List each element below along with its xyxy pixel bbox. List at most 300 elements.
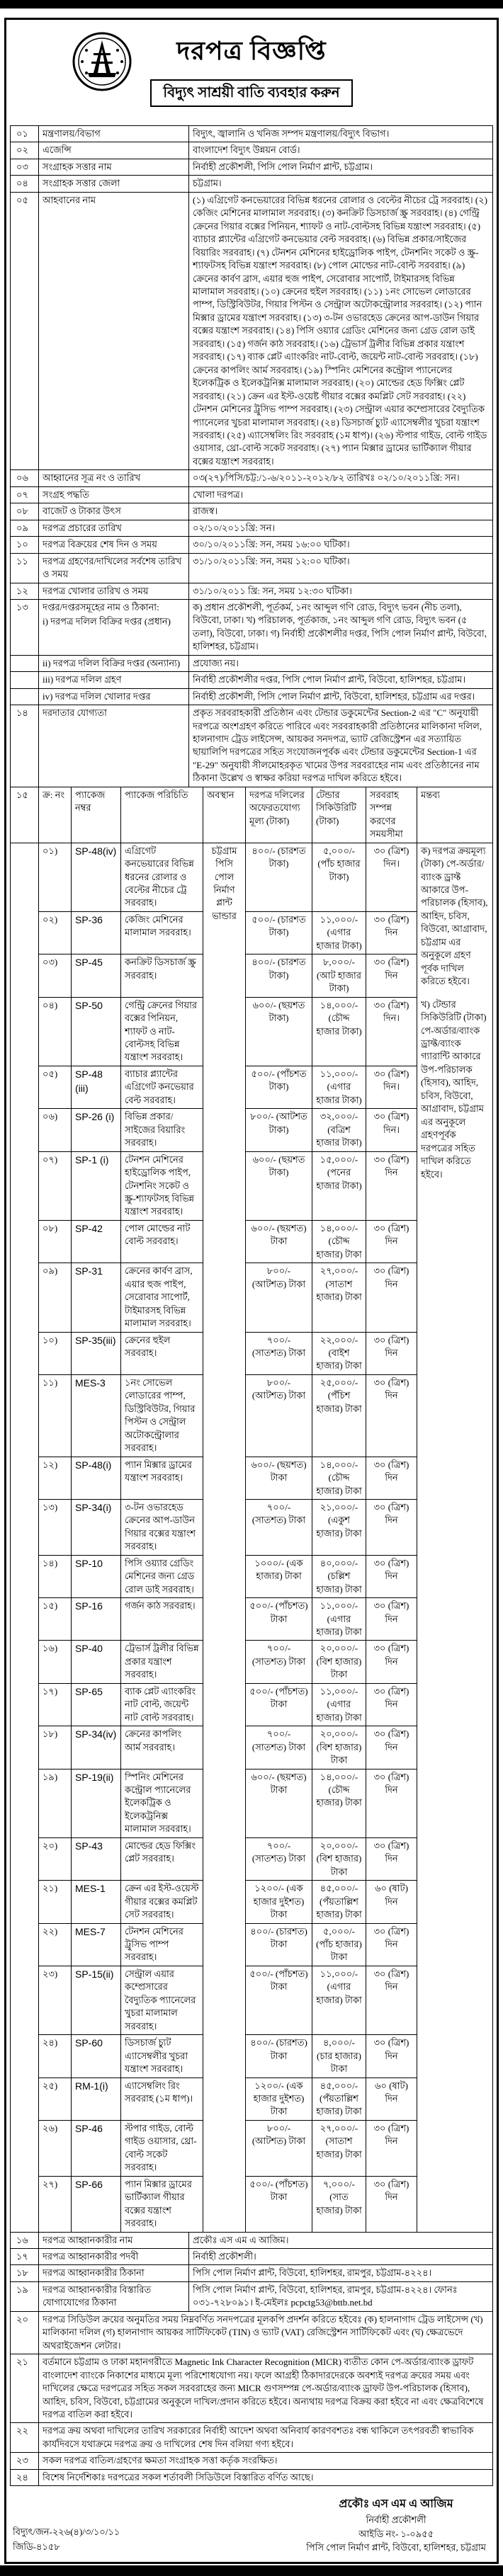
package-serial: ০৩): [39, 954, 72, 997]
info-row: [11, 142, 493, 159]
contact-row-value: পিসি পোল নির্মাণ প্লান্ট, বিউবো, হালিশহর, রামপুর, চট্টগ্রাম-৪২২৪।: [189, 2265, 493, 2281]
package-number: MES-3: [72, 1374, 121, 1457]
package-doc-price: ৪০০/- (চারশত) টাকা: [246, 1923, 312, 1966]
reference-numbers: [13, 2525, 120, 2555]
package-delivery-time: ৬০ (ষাট) দিন: [366, 2078, 417, 2120]
package-location: চট্টগ্রাম পিসি পোল নির্মাণ প্লান্ট ভান্ডার: [203, 843, 246, 2232]
memo-reference: বিদ্যুৎ/জন-২২৬(৪)/৩/১০/১১: [13, 2526, 120, 2538]
package-tender-security: ৫,০০০/- (পাঁচ হাজার টাকা): [312, 843, 366, 911]
package-serial: ১১): [39, 1374, 72, 1457]
package-description: ব্যাক প্লেট এ্যাংকরিং নাট বোল্ট, জয়েন্ট নাট বোল্ট সরবরাহ।: [121, 1683, 203, 1726]
package-serial: ১৩): [39, 1499, 72, 1555]
remarks-paragraph-a: ক) দরপত্র ক্রয়মূল্য (টাকা) পে-অর্ডার/ব্যাংক ড্রাফ্ট আকারে উপ-পরিচালক (হিসাব), আহিদ, চবিস, বিউবো, আগ্রাবাদ, চট্টগ্রাম এর অনুকূলে গ্রহণ পূর্বক দাখিল করিতে হইবে।: [421, 845, 488, 987]
info-row-value: ০২/১০/২০১১খ্রি: সন।: [189, 520, 493, 536]
package-number: SP-34(i): [72, 1499, 121, 1555]
package-serial: ২৩): [39, 1966, 72, 2034]
package-description: গেন্ট্রি ক্রেনের গিয়ার বক্সের পিনিয়ন, শ্যাফট ও নাট-বোল্টসহ বিভিন্ন যন্ত্রাংশ সরবরাহ।: [121, 997, 203, 1066]
gd-reference: জিডি-৪১৫৮: [13, 2541, 60, 2552]
info-row: [11, 583, 493, 599]
package-tender-security: ১১,০০০/- (এগার হাজার) টাকা: [312, 1598, 366, 1641]
office-row-number-empty: [11, 672, 39, 688]
package-number: SP-1 (i): [72, 1151, 121, 1220]
package-doc-price: ১২০০/- (এক হাজার দুইশত) টাকা: [246, 1881, 312, 1923]
info-row-value: ৩১/১০/২০১১ খ্রি: সন, সময় ১২:৩০ ঘটিকা।: [189, 583, 493, 599]
info-row-label: আহবানের নাম: [39, 192, 189, 470]
office-row-number-empty: [11, 688, 39, 705]
info-row: [11, 520, 493, 536]
package-description: ক্রেনের হুইল সরবরাহ।: [121, 1332, 203, 1374]
package-serial: ১৫): [39, 1598, 72, 1641]
package-description: বিভিন্ন প্রকার/সাইজের বিয়ারিং সরবরাহ।: [121, 1109, 203, 1151]
info-row-number: ০৪: [11, 176, 39, 192]
package-tender-security: ১১,০০০/- (এগার হাজার টাকা): [312, 911, 366, 954]
info-row-value: নির্বাহী প্রকৌশলী, পিসি পোল নির্মাণ প্লান্ট, চট্টগ্রাম।: [189, 159, 493, 175]
package-number: SP-50: [72, 997, 121, 1066]
package-doc-price: ৪০০/- (চারশত টাকা): [246, 843, 312, 911]
package-serial: ১৬): [39, 1641, 72, 1683]
info-row-number: ০৮: [11, 503, 39, 520]
info-row-label: বাজেট ও টাকার উৎস: [39, 503, 189, 520]
info-row: [11, 176, 493, 192]
package-doc-price: ৫০০/- (পাঁচশত) টাকা: [246, 1966, 312, 2034]
contact-row-label: দরপত্র আহ্বানকারীর ঠিকানা: [39, 2265, 189, 2281]
info-row-value: ৩১/১০/২০১১খ্রি: সন, সময় ১২:০০ ঘটিকা।: [189, 553, 493, 583]
package-tender-security: ৪,০০০/- (চার হাজার) টাকা: [312, 2035, 366, 2078]
package-number: SP-31: [72, 1263, 121, 1332]
info-row-number: ০৬: [11, 470, 39, 486]
info-row-number: ০৩: [11, 159, 39, 175]
note-row-text: বর্তমানে চট্টগ্রাম ও ঢাকা মহানগরীতে Magnetic Ink Character Recognition (MICR) ব্যতীত কোন পে-অর্ডার/ব্যাংক ড্রাফট বাংলাদেশ ব্যাংকে নিকাশের মাধ্যমে মূল্য পরিশোধযোগ্য নয়। ফলে আগ্রহী ঠিকাদারদেরকে অবশ্যই দরপত্র ক্রয়ের সময় এবং দাখিলের ক্ষেত্রে দরপত্রের সহিত সকল সরবরাহের জন্য MICR গুণসম্পন্ন পে-অর্ডার/ব্যাংক ড্রাফট উপ-পরিচালক (হিসাব), আহিদ, চবিস, বিউবো, চট্টগ্রামের অনুকূলে দাখিল/প্রদান করিতে হইবে। অন্যথায় দরপত্র বিক্রয় করা হইবে না এবং ক্ষেত্রবিশেষে দরপত্র বাতিল করা হইবে।: [39, 2354, 493, 2423]
info-row-label: আহ্বানের সূত্র নং ও তারিখ: [39, 470, 189, 486]
package-doc-price: ৫০০/- (পাঁচশত) টাকা: [246, 1598, 312, 1641]
info-row-value: চট্টগ্রাম।: [189, 176, 493, 192]
package-doc-price: ৮০০/- (আটশত) টাকা: [246, 2120, 312, 2176]
note-row-number: ২৩: [11, 2453, 39, 2469]
package-serial: ১৮): [39, 1726, 72, 1769]
package-number: SP-65: [72, 1683, 121, 1726]
package-serial: ০২): [39, 911, 72, 954]
package-serial: ২৭): [39, 2176, 72, 2232]
package-tender-security: ৩২,০০০/- (বত্রিশ হাজার টাকা): [312, 1109, 366, 1151]
contact-row-label: দরপত্র আহ্বানকারীর নাম: [39, 2232, 189, 2248]
package-description: ১নং সোভেল লোডারের পাম্প, ডিস্ট্রিবিউটর, গিয়ার পিস্টন ও সেন্ট্রাল অটোকন্ট্রোলার সরবরাহ।: [121, 1374, 203, 1457]
col-header-description: প্যাকেজ পরিচিতি: [121, 787, 203, 843]
info-row-number: ০২: [11, 142, 39, 159]
package-number: SP-46: [72, 2120, 121, 2176]
info-row: [11, 192, 493, 470]
package-serial: ০৮): [39, 1220, 72, 1263]
package-remarks: [417, 843, 493, 2232]
office-row-value: নির্বাহী প্রকৌশলীর দপ্তর, পিসি পোল নির্মাণ প্লান্ট, বিউবো, হালিশহর, চট্টগ্রাম।: [189, 672, 493, 688]
info-row-value: বাংলাদেশ বিদ্যুৎ উন্নয়ন বোর্ড।: [189, 142, 493, 159]
col-header-package-no: প্যাকেজ নম্বর: [72, 787, 121, 843]
office-sub-label-i: i) দরপত্র দলিল বিক্রির দপ্তর (প্রধান): [43, 616, 171, 627]
package-doc-price: ৮০০/- (আটশত) টাকা: [246, 1374, 312, 1457]
package-doc-price: ৭০০/- (সাতশত) টাকা: [246, 1499, 312, 1555]
package-serial: ১০): [39, 1332, 72, 1374]
outer-number-spacer: [11, 843, 39, 2232]
package-delivery-time: ৩০ (ত্রিশ) দিন: [366, 2120, 417, 2176]
package-tender-security: ২৭,০০০/- (সাতাশ হাজার) টাকা: [312, 1263, 366, 1332]
package-delivery-time: ৩০ (ত্রিশ) দিন: [366, 1332, 417, 1374]
info-row-label: দরপত্র গ্রহণের/দাখিলের সর্বশেষ তারিখ ও সময়: [39, 553, 189, 583]
eligibility-value: প্রকৃত সরবরাহকারী প্রতিষ্ঠান এবং টেন্ডার ডকুমেন্টের Section-2 এর "C" অনুযায়ী দরপত্রে অংশগ্রহণ করিতে পারিবে এবং সরবরাহকারী প্রতিষ্ঠানের মালিকানা দলিল, হালনাগাদ ট্রেড লাইসেন্স, আয়কর সনদপত্র, ভ্যাট রেজিস্ট্রেশন এর সত্যায়িত ছায়ালিপি দরপত্রের সহিত সংযোজনপূর্বক এবং টেন্ডার ডকুমেন্টের Section-1 এর "E-29" অনুযায়ী সীলমোহরকৃত খামের উপর সরবরাহের নাম এবং প্রতিষ্ঠানের নাম ঠিকানা উল্লেখ ও স্বাক্ষর করিয়া দরপত্র দাখিল করিতে হইবে।: [189, 705, 493, 787]
package-delivery-time: ৩০ (ত্রিশ) দিন।: [366, 843, 417, 911]
info-row-number: ০৯: [11, 520, 39, 536]
contact-row-value: নির্বাহী প্রকৌশলী।: [189, 2248, 493, 2264]
col-header-remarks: মন্তব্য: [417, 787, 493, 843]
package-description: এ্যাসেম্বলিং রিং সরবরাহ (১ম ধাপ)।: [121, 2078, 203, 2120]
package-section-number: ১৫: [11, 787, 39, 843]
package-delivery-time: ৩০ (ত্রিশ) দিন: [366, 1769, 417, 1837]
package-tender-security: ৭,০০০/- (সাত হাজার) টাকা: [312, 2176, 366, 2232]
package-description: সেন্ট্রাল এয়ার কম্প্রেসারের বৈদ্যুতিক প্যানেলের খুচরা মালামাল সরবরাহ।: [121, 1966, 203, 2034]
note-row: [11, 2453, 493, 2469]
package-serial: ০৯): [39, 1263, 72, 1332]
package-tender-security: ২৭,০০০/- (সাতাশ হাজার) টাকা: [312, 2120, 366, 2176]
scan-top-bar: [0, 0, 503, 8]
contact-row-number: ১৯: [11, 2281, 39, 2311]
package-description: টেনশন মেশিনের ট্রুসিভ পাম্প সরবরাহ।: [121, 1923, 203, 1966]
package-number: SP-48(i): [72, 1457, 121, 1499]
package-description: টেনশন মেশিনের হাইড্রোলিক পাইপ, টেনশনিং সকেট ও স্ক্রু-শ্যাফটসহ বিভিন্ন যন্ত্রাংশ সরবরাহ।: [121, 1151, 203, 1220]
info-row: [11, 470, 493, 486]
info-row-label: দরপত্র বিক্রয়ের শেষ দিন ও সময়: [39, 537, 189, 553]
info-row-number: ১১: [11, 553, 39, 583]
package-number: SP-42: [72, 1220, 121, 1263]
package-doc-price: ৬০০/- (ছয়শত) টাকা: [246, 1769, 312, 1837]
package-tender-security: ১৪,০০০/- (চৌদ্দ হাজার) টাকা: [312, 1769, 366, 1837]
info-row: [11, 503, 493, 520]
package-tender-security: ১১,০০০/- (এগার হাজার) টাকা: [312, 1966, 366, 2034]
package-serial: ১৯): [39, 1769, 72, 1837]
office-row-value: নির্বাহী প্রকৌশলী, পিসি পোল নির্মাণ প্লান্ট, বিউবো, হালিশহর, চট্টগ্রাম এর দপ্তর।: [189, 688, 493, 705]
package-doc-price: ৫০০/- (পাঁচশত টাকা): [246, 1066, 312, 1108]
page-title: দরপত্র বিজ্ঞপ্তি: [176, 37, 327, 65]
office-section-heading: দপ্তর/দপ্তরসমূহের নাম ও ঠিকানা:: [43, 601, 159, 612]
office-row-ii: [11, 655, 493, 671]
package-delivery-time: ৩০ (ত্রিশ) দিন: [366, 1374, 417, 1457]
package-number: SP-19(ii): [72, 1769, 121, 1837]
package-number: SP-48(iv): [72, 843, 121, 911]
package-serial: ২০): [39, 1837, 72, 1880]
package-delivery-time: ৩০ (ত্রিশ) দিন: [366, 1726, 417, 1769]
package-description: ৩-টন ওভারহেড ক্রেনের আপ-ডাউন গিয়ার বক্সের যন্ত্রাংশ সরবরাহ।: [121, 1499, 203, 1555]
notice-footer: [10, 2486, 493, 2556]
remarks-paragraph-b: খ) টেন্ডার সিকিউরিটি (টাকা) পে-অর্ডার/ব্যাংক ড্রাফ্ট/ব্যাংক গ্যারান্টি আকারে উপ-পরিচালক (হিসাব), আহিদ, চবিস, বিউবো, আগ্রাবাদ, চট্টগ্রাম এর অনুকূলে গ্রহণপূর্বক দরপত্রের সহিত দাখিল করিতে হইবে।: [421, 998, 487, 1180]
signatory-id: আইডি নং- ১-০৯৫৫: [358, 2528, 434, 2539]
package-number: RM-1(i): [72, 2078, 121, 2120]
package-number: SP-34(iv): [72, 1726, 121, 1769]
package-tender-security: ৪৫,০০০/- (পঁয়তাল্লিশ হাজার) টাকা: [312, 1881, 366, 1923]
office-row-value: ক) প্রধান প্রকৌশলী, পূর্তকর্ম, ১নং আব্দুল গণি রোড, বিদ্যুৎ ভবন (নীচ তলা), বিউবো, ঢাকা। খ) পরিচালক, পূর্তকাজ, ১নং আব্দুল গণি রোড, বিদ্যুৎ ভবন (৫ তলা), বিউবো, ঢাকা। গ) নির্বাহী প্রকৌশলীর দপ্তর, পিসি পোল নির্মাণ প্লান্ট, বিউবো, হালিশহর, চট্টগ্রাম।: [189, 599, 493, 655]
package-description: ডিসচার্জ চ্যুট এ্যাসেম্বলীর খুচরা যন্ত্রাংশ সরবরাহ।: [121, 2035, 203, 2078]
package-serial: ০৫): [39, 1066, 72, 1108]
package-number: SP-66: [72, 2176, 121, 2232]
office-sub-label-iii: iii) দরপত্র দলিল গ্রহণ: [39, 672, 189, 688]
package-doc-price: ৫০০/- (পাঁচশত) টাকা: [246, 1683, 312, 1726]
info-row-label: দরপত্র প্রচারের তারিখ: [39, 520, 189, 536]
contact-row: [11, 2265, 493, 2281]
note-row-number: ২২: [11, 2423, 39, 2453]
package-tender-security: ৫,০০০/- (পাঁচ হাজার) টাকা: [312, 1923, 366, 1966]
info-row-number: ০৫: [11, 192, 39, 470]
package-delivery-time: ৩০ (ত্রিশ) দিন: [366, 1263, 417, 1332]
package-tender-security: ১১,০০০/- (এগার হাজার টাকা): [312, 1066, 366, 1108]
package-delivery-time: ৩০ (ত্রিশ) দিন: [366, 911, 417, 954]
package-tender-security: ১৫,০০০/- (পনের হাজার টাকা): [312, 1151, 366, 1220]
package-description: কেজিং মেশিনের মালামাল সরবরাহ।: [121, 911, 203, 954]
eligibility-number: ১৪: [11, 705, 39, 787]
package-doc-price: ৭০০/- (সাতশত) টাকা: [246, 1726, 312, 1769]
package-table-header-row: [11, 787, 493, 843]
package-tender-security: ১৪,০০০/- (চৌদ্দ হাজার) টাকা: [312, 1457, 366, 1499]
office-row-value: প্রযোজ্য নয়।: [189, 655, 493, 671]
info-row-label: সংগ্রাহক সত্তার নাম: [39, 159, 189, 175]
package-tender-security: ১১,০০০/- (এগার হাজার) টাকা: [312, 1683, 366, 1726]
office-row-number-empty: [11, 655, 39, 671]
contact-row-label: দরপত্র আহ্বানকারীর পদবী: [39, 2248, 189, 2264]
package-number: SP-43: [72, 1837, 121, 1880]
contact-row-number: ১৬: [11, 2232, 39, 2248]
package-delivery-time: ৩০ (ত্রিশ) দিন: [366, 1837, 417, 1880]
package-description: স্পিনিং মেশিনের কন্ট্রোল প্যানেলের ইলেকট্রিক ও ইলেকট্রনিক্স মালামাল সরবরাহ।: [121, 1769, 203, 1837]
package-serial: ২৫): [39, 2078, 72, 2120]
scan-bottom-bar: [0, 2565, 503, 2576]
col-header-serial: ক্র: নং: [39, 787, 72, 843]
contact-row: [11, 2232, 493, 2248]
signatory-designation: নির্বাহী প্রকৌশলী: [366, 2514, 426, 2526]
note-row-number: ২০: [11, 2311, 39, 2354]
package-delivery-time: ৩০ (ত্রিশ) দিন: [366, 1457, 417, 1499]
package-number: MES-1: [72, 1881, 121, 1923]
eligibility-label: দরদাতার যোগ্যতা: [39, 705, 189, 787]
info-row: [11, 553, 493, 583]
package-doc-price: ৭০০/- (সাতশত) টাকা: [246, 1837, 312, 1880]
eligibility-row: [11, 705, 493, 787]
inviter-contact-table: [10, 2232, 493, 2312]
package-number: SP-15(ii): [72, 1966, 121, 2034]
package-serial: ২১): [39, 1881, 72, 1923]
signature-block: [306, 2496, 490, 2555]
col-header-security: টেন্ডার সিকিউরিটি (টাকা): [312, 787, 366, 843]
package-serial: ০৭): [39, 1151, 72, 1220]
note-row-number: ২১: [11, 2354, 39, 2423]
info-row-label: এজেন্সি: [39, 142, 189, 159]
info-row: [11, 486, 493, 503]
package-tender-security: ৮,০০০/- (আট হাজার টাকা): [312, 954, 366, 997]
package-doc-price: ৬০০/- (ছয়শত টাকা): [246, 1151, 312, 1220]
note-row: [11, 2311, 493, 2354]
package-number: SP-26 (i): [72, 1109, 121, 1151]
package-delivery-time: ৩০ (ত্রিশ) দিন।: [366, 1066, 417, 1108]
package-doc-price: ৫০০/- (চারশত টাকা): [246, 911, 312, 954]
package-tender-security: ১৪,০০০/- (চৌদ্দ হাজার) টাকা: [312, 1220, 366, 1263]
note-row-number: ২৪: [11, 2469, 39, 2485]
info-row-number: ১০: [11, 537, 39, 553]
package-number: SP-35(iii): [72, 1332, 121, 1374]
contact-row-value: প্রকৌঃ এস এম এ আজিম।: [189, 2232, 493, 2248]
info-row-value: ০৩(২৭)/পিসি/চট্ট:/১-৬/২০১১-২০১২/৮২ তারিখঃ ০২/১০/২০১১খ্রি: সন।: [189, 470, 493, 486]
info-row-number: ০৭: [11, 486, 39, 503]
package-table: [10, 787, 493, 2233]
package-doc-price: ৬০০/- (ছয়শত) টাকা: [246, 1220, 312, 1263]
package-row: [11, 843, 493, 911]
info-row-value: খোলা দরপত্র।: [189, 486, 493, 503]
package-doc-price: ৭০০/- (সাতশত) টাকা: [246, 1332, 312, 1374]
package-number: SP-48 (iii): [72, 1066, 121, 1108]
note-row: [11, 2423, 493, 2453]
package-doc-price: ৮০০/- (আটশত টাকা): [246, 1109, 312, 1151]
package-description: গর্জন কাঠ সরবরাহ।: [121, 1598, 203, 1641]
package-serial: ০৬): [39, 1109, 72, 1151]
info-row: [11, 159, 493, 175]
package-tender-security: ২০,০০০/- (বিশ হাজার) টাকা: [312, 1837, 366, 1880]
package-delivery-time: ৩০ (ত্রিশ) দিন: [366, 954, 417, 997]
package-serial: ০১): [39, 843, 72, 911]
package-doc-price: ৪০০/- (চারশত) টাকা: [246, 2035, 312, 2078]
package-description: ক্রেন এর ইস্ট-ওয়েস্ট গীয়ার বক্সের কমপ্লিট সেট সরবরাহ।: [121, 1881, 203, 1923]
info-row: [11, 537, 493, 553]
package-delivery-time: ৩০ (ত্রিশ) দিন: [366, 1966, 417, 2034]
note-row-text: দরপত্র সিডিউল ক্রয়ের অনুমতির সময় নিম্নবর্ণিত সনদপত্রের মূলকপি প্রদর্শন করিতে হইবেঃ (ক) হালনাগাদ ট্রেড লাইসেন্স (খ) মালিকানা দলিল (গ) হালনাগাদ আয়কর সার্টিফিকেট (TIN) ও ভ্যাট (VAT) রেজিস্ট্রেশন সার্টিফিকেট এবং (ঘ) ক্ষেত্রভেদে অথরাইজেশন লেটার।: [39, 2311, 493, 2354]
package-description: পিসি ওয়্যার গ্রেডিং মেশিনের জন্য গ্রেড রোল ডাই সরবরাহ।: [121, 1555, 203, 1597]
contact-row: [11, 2248, 493, 2264]
package-serial: ২৬): [39, 2120, 72, 2176]
contact-row-label: দরপত্র আহ্বানকারীর বিস্তারিত যোগাযোগের ঠিকানা: [39, 2281, 189, 2311]
contact-row: [11, 2281, 493, 2311]
package-tender-security: ১৪,০০০/- (চৌদ্দ হাজার টাকা): [312, 997, 366, 1066]
package-delivery-time: ৩০ (ত্রিশ) দিন: [366, 1151, 417, 1220]
col-header-location: অবস্থান: [203, 787, 246, 843]
package-number: SP-40: [72, 1641, 121, 1683]
package-serial: ১৭): [39, 1683, 72, 1726]
office-row-iv: [11, 688, 493, 705]
info-row-number: ১২: [11, 583, 39, 599]
package-delivery-time: ৩০ (ত্রিশ) দিন: [366, 1598, 417, 1641]
package-doc-price: ৮০০/- (আটশত) টাকা: [246, 1263, 312, 1332]
package-description: প্যান মিক্সার ড্রামের ভার্টিক্যাল গীয়ার বক্সের যন্ত্রাংশ সরবরাহ।: [121, 2176, 203, 2232]
package-delivery-time: ৩০ (ত্রিশ) দিন: [366, 1923, 417, 1966]
package-delivery-time: ৩০ (ত্রিশ) দিন: [366, 1555, 417, 1597]
package-number: SP-60: [72, 2035, 121, 2078]
package-serial: ২৪): [39, 2035, 72, 2078]
info-row-label: দরপত্র খোলার তারিখ ও সময়: [39, 583, 189, 599]
note-row: [11, 2469, 493, 2485]
package-doc-price: ৫০০/- (পাঁচশত) টাকা: [246, 2176, 312, 2232]
note-row: [11, 2354, 493, 2423]
note-row-text: বিশেষ নির্দেশিকাঃ দরপত্রের সকল শর্তাবলী সিডিউলে বিস্তারিত বর্ণিত আছে।: [39, 2469, 493, 2485]
office-sub-label-iv: iv) দরপত্র দলিল খোলার দপ্তর: [39, 688, 189, 705]
office-row-label: [39, 599, 189, 655]
package-serial: ১২): [39, 1457, 72, 1499]
info-row-label: মন্ত্রণালয়/বিভাগ: [39, 126, 189, 142]
package-serial: ২২): [39, 1923, 72, 1966]
contact-row-value: পিসি পোল নির্মাণ প্লান্ট, বিউবো, হালিশহর, রামপুর, চট্টগ্রাম-৪২২৪। ফোনঃ ০৩১-৭২৮০৯১। ই-মেইলঃ pcpctg53@bttb.net.bd: [189, 2281, 493, 2311]
info-row-label: সংগ্রহ পদ্ধতি: [39, 486, 189, 503]
package-description: পোল মোল্ডের নাট বোল্ট সরবরাহ।: [121, 1220, 203, 1263]
package-tender-security: ২০,০০০/- (বিশ হাজার) টাকা: [312, 1641, 366, 1683]
note-row-text: সকল দরপত্র বাতিল/গ্রহণের ক্ষমতা সংগ্রাহক সত্তা কর্তৃক সংরক্ষিত।: [39, 2453, 493, 2469]
package-description: এগ্রিগেট কনভেয়ারের বিভিন্ন ধরনের রোলার ও বেল্টের নীচের ট্রে সরবরাহ।: [121, 843, 203, 911]
tender-info-table: [10, 125, 493, 787]
package-number: SP-36: [72, 911, 121, 954]
package-tender-security: ২২,০০০/- (বাইশ হাজার) টাকা: [312, 1332, 366, 1374]
package-tender-security: ২১,০০০/- (একুশ হাজার) টাকা: [312, 1499, 366, 1555]
signatory-name: প্রকৌঃ এস এম এ আজিম: [339, 2498, 453, 2511]
office-row-iii: [11, 672, 493, 688]
package-delivery-time: ৬০ (ষাট) দিন: [366, 1881, 417, 1923]
package-number: SP-16: [72, 1598, 121, 1641]
package-description: মোল্ডের হেড ফিক্সিং প্লেট সরবরাহ।: [121, 1837, 203, 1880]
package-delivery-time: ৩০ (ত্রিশ) দিন: [366, 1641, 417, 1683]
package-serial: ১৪): [39, 1555, 72, 1597]
package-delivery-time: ৩০ (ত্রিশ) দিন: [366, 2035, 417, 2078]
package-delivery-time: ৩০ (ত্রিশ) দিন।: [366, 1109, 417, 1151]
info-row-value: বিদ্যুৎ, জ্বালানি ও খনিজ সম্পদ মন্ত্রণালয়/বিদ্যুৎ বিভাগ।: [189, 126, 493, 142]
col-header-delivery-time: সরবরাহ সম্পন্ন করণের সময়সীমা: [366, 787, 417, 843]
bpdb-emblem-icon: [72, 32, 132, 91]
package-number: SP-10: [72, 1555, 121, 1597]
package-description: কনক্রিট ডিসচার্জ স্ক্রু সরবরাহ।: [121, 954, 203, 997]
package-description: ক্রেনের কাপলিং আর্ম সরবরাহ।: [121, 1726, 203, 1769]
info-row-number: ০১: [11, 126, 39, 142]
package-description: ট্রেভার্স ট্রলীর বিভিন্ন প্রকার যন্ত্রাংশ সরবরাহ।: [121, 1641, 203, 1683]
info-row-value: ৩০/১০/২০১১খ্রি: সন, সময় ১৬:০০ ঘটিকা।: [189, 537, 493, 553]
package-description: ক্রেনের কার্বণ ব্রাস, এয়ার হুজ পাইপ, সেরোবার সাপোর্ট, টাইমারসহ বিভিন্ন মালামাল সরবরাহ।: [121, 1263, 203, 1332]
package-number: SP-45: [72, 954, 121, 997]
package-description: প্যান মিক্সার ড্রামের যন্ত্রাংশ সরবরাহ।: [121, 1457, 203, 1499]
package-doc-price: ৬০০/- (ছয়শত) টাকা: [246, 1457, 312, 1499]
note-row-text: দরপত্র ক্রয় অথবা দাখিলের তারিখ সরকারের নির্বাহী আদেশ অথবা অনিবার্য কারণবশতঃ বন্ধ থাকিলে তৎপরবর্তী স্বাভাবিক কার্যদিবসে যথাক্রমে দরপত্র ক্রয় ও দাখিলের শেষ দিন বলিয়া গণ্য হইবে।: [39, 2423, 493, 2453]
package-doc-price: ৬০০/- (ছয়শত টাকা): [246, 997, 312, 1066]
package-delivery-time: ৩০ (ত্রিশ) দিন: [366, 2176, 417, 2232]
package-tender-security: ৪০,০০০/- (চল্লিশ হাজার) টাকা: [312, 1555, 366, 1597]
package-delivery-time: ৩০ (ত্রিশ) দিন: [366, 1499, 417, 1555]
notes-table: [10, 2311, 493, 2486]
package-doc-price: ১০০০/- (এক হাজার) টাকা: [246, 1555, 312, 1597]
package-serial: ০৪): [39, 997, 72, 1066]
tender-notice-page: [4, 18, 499, 2564]
package-number: MES-7: [72, 1923, 121, 1966]
package-tender-security: ২৫,০০০/- (পঁচিশ হাজার) টাকা: [312, 1374, 366, 1457]
energy-saving-slogan-box: বিদ্যুৎ সাশ্রয়ী বাতি ব্যবহার করুন: [150, 79, 352, 106]
package-description: স্টপার গাইড, বোল্ট গাইড ওয়াসার, থ্রো-বোল্ট সকেট সরবরাহ।: [121, 2120, 203, 2176]
contact-row-number: ১৭: [11, 2248, 39, 2264]
info-row-value: রাজস্ব।: [189, 503, 493, 520]
signatory-office: পিসি পোল নির্মাণ প্লান্ট, বিউবো, হালিশহর, চট্টগ্রাম: [306, 2542, 486, 2553]
office-sub-label-ii: ii) দরপত্র দলিল বিক্রির দপ্তর (অন্যান্য): [39, 655, 189, 671]
package-doc-price: ৪০০/- (চারশত টাকা): [246, 954, 312, 997]
info-row-value: (১) এগ্রিগেট কনভেয়ারের বিভিন্ন ধরনের রোলার ও বেল্টের নীচের ট্রে সরবরাহ। (২) কেজিং মেশিনের মালামাল সরবরাহ। (৩) কনক্রিট ডিসচার্জ স্ক্রু সরবরাহ। (৪) গেন্ট্রি ক্রেনের গিয়ার বক্সের পিনিয়ন, শ্যাফট ও নাট-বোল্টসহ বিভিন্ন যন্ত্রাংশ সরবরাহ। (৫) ব্যাচার প্ল্যান্টের এগ্রিগেট কনভেয়ার বেল্ট সরবরাহ। (৬) বিভিন্ন প্রকার/সাইজের বিয়ারিং সরবরাহ। (৭) টেনশন মেশিনের হাইড্রোলিক পাইপ, টেনশনিং সকেট ও স্ক্রু-শ্যাফটসহ বিভিন্ন যন্ত্রাংশ সরবরাহ। (৮) পোল মোল্ডের নাট-বোল্ট সরবরাহ। (৯) ক্রেনের কার্বণ ব্রাস, এয়ার হুজ পাইপ, সেরোবার সাপোর্ট, টাইমারসহ বিভিন্ন মালামাল সরবরাহ। (১০) ক্রেনের হুইল সরবরাহ। (১১) ১নং সোভেল লোডারের পাম্প, ডিস্ট্রিবিউটর, গিয়ার পিস্টন ও সেন্ট্রাল অটোকন্ট্রোলার সরবরাহ। (১২) প্যান মিক্সার ড্রামের যন্ত্রাংশ সরবরাহ। (১৩) ৩-টন ওভারহেড ক্রেনের আপ-ডাউন গিয়ার বক্সের যন্ত্রাংশ সরবরাহ। (১৪) পিসি ওয়্যার গ্রেডিং মেশিনের জন্য গ্রেড রোল ডাই সরবরাহ। (১৫) গর্জন কাঠ সরবরাহ। (১৬) ট্রেভার্স ট্রলীর বিভিন্ন প্রকার যন্ত্রাংশ সরবরাহ। (১৭) ব্যাক প্লেট এ্যাংকরিং নাট-বোল্ট, জয়েন্ট নাট-বোল্ট সরবরাহ। (১৮) ক্রেনের কাপলিং আর্ম সরবরাহ। (১৯) স্পিনিং মেশিনের কন্ট্রোল প্যানেলের ইলেকট্রিক ও ইলেকট্রনিক্স মালামাল সরবরাহ। (২০) মোল্ডের হেড ফিক্সিং প্লেট সরবরাহ। (২১) ক্রেন এর ইস্ট-ওয়েষ্ট গীয়ার বক্সের কমপ্লিট সেট সরবরাহ। (২২) টেনশন মেশিনের ট্রুসিভ পাম্প সরবরাহ। (২৩) সেন্ট্রাল এয়ার কম্প্রেসারের বৈদ্যুতিক প্যানেলের খুচরা মালামাল সরবরাহ। (২৪) ডিসচার্জ চ্যুট এ্যাসেম্বলীর খুচরা যন্ত্রাংশ সরবরাহ। (২৫) এ্যাসেম্বলিং রিং সরবরাহ (১ম ধাপ)। (২৬) স্টপার গাইড, বোল্ট গাইড ওয়াসার, থ্রো-বোল্ট সকেট সরবরাহ। (২৭) প্যান মিক্সার ড্রামের ভার্টিক্যাল গীয়ার বক্সের যন্ত্রাংশ সরবরাহ।: [189, 192, 493, 470]
office-row-main: [11, 599, 493, 655]
package-description: ব্যাচার প্ল্যান্টের এগ্রিগেট কনভেয়ার বেল্ট সরবরাহ।: [121, 1066, 203, 1108]
info-row-label: সংগ্রাহক সত্তার জেলা: [39, 176, 189, 192]
col-header-price: দরপত্র দলিলের অফেরতযোগ্য মূল্য (টাকা): [246, 787, 312, 843]
office-section: [11, 599, 493, 787]
package-tender-security: ২০,০০০/- (বিশ হাজার) টাকা: [312, 1726, 366, 1769]
package-delivery-time: ৩০ (ত্রিশ) দিন: [366, 1683, 417, 1726]
notice-header: [10, 22, 493, 125]
contact-row-number: ১৮: [11, 2265, 39, 2281]
package-delivery-time: ৩০ (ত্রিশ) দিন।: [366, 997, 417, 1066]
package-delivery-time: ৩০ (ত্রিশ) দিন: [366, 1220, 417, 1263]
package-doc-price: ১২০০/- (এক হাজার দুইশত) টাকা: [246, 2078, 312, 2120]
package-tender-security: ৪৫,০০০/- (পঁয়তাল্লিশ হাজার) টাকা: [312, 2078, 366, 2120]
package-doc-price: ৭০০/- (সাতশত) টাকা: [246, 1641, 312, 1683]
office-section-number: ১৩: [11, 599, 39, 655]
info-row: [11, 126, 493, 142]
